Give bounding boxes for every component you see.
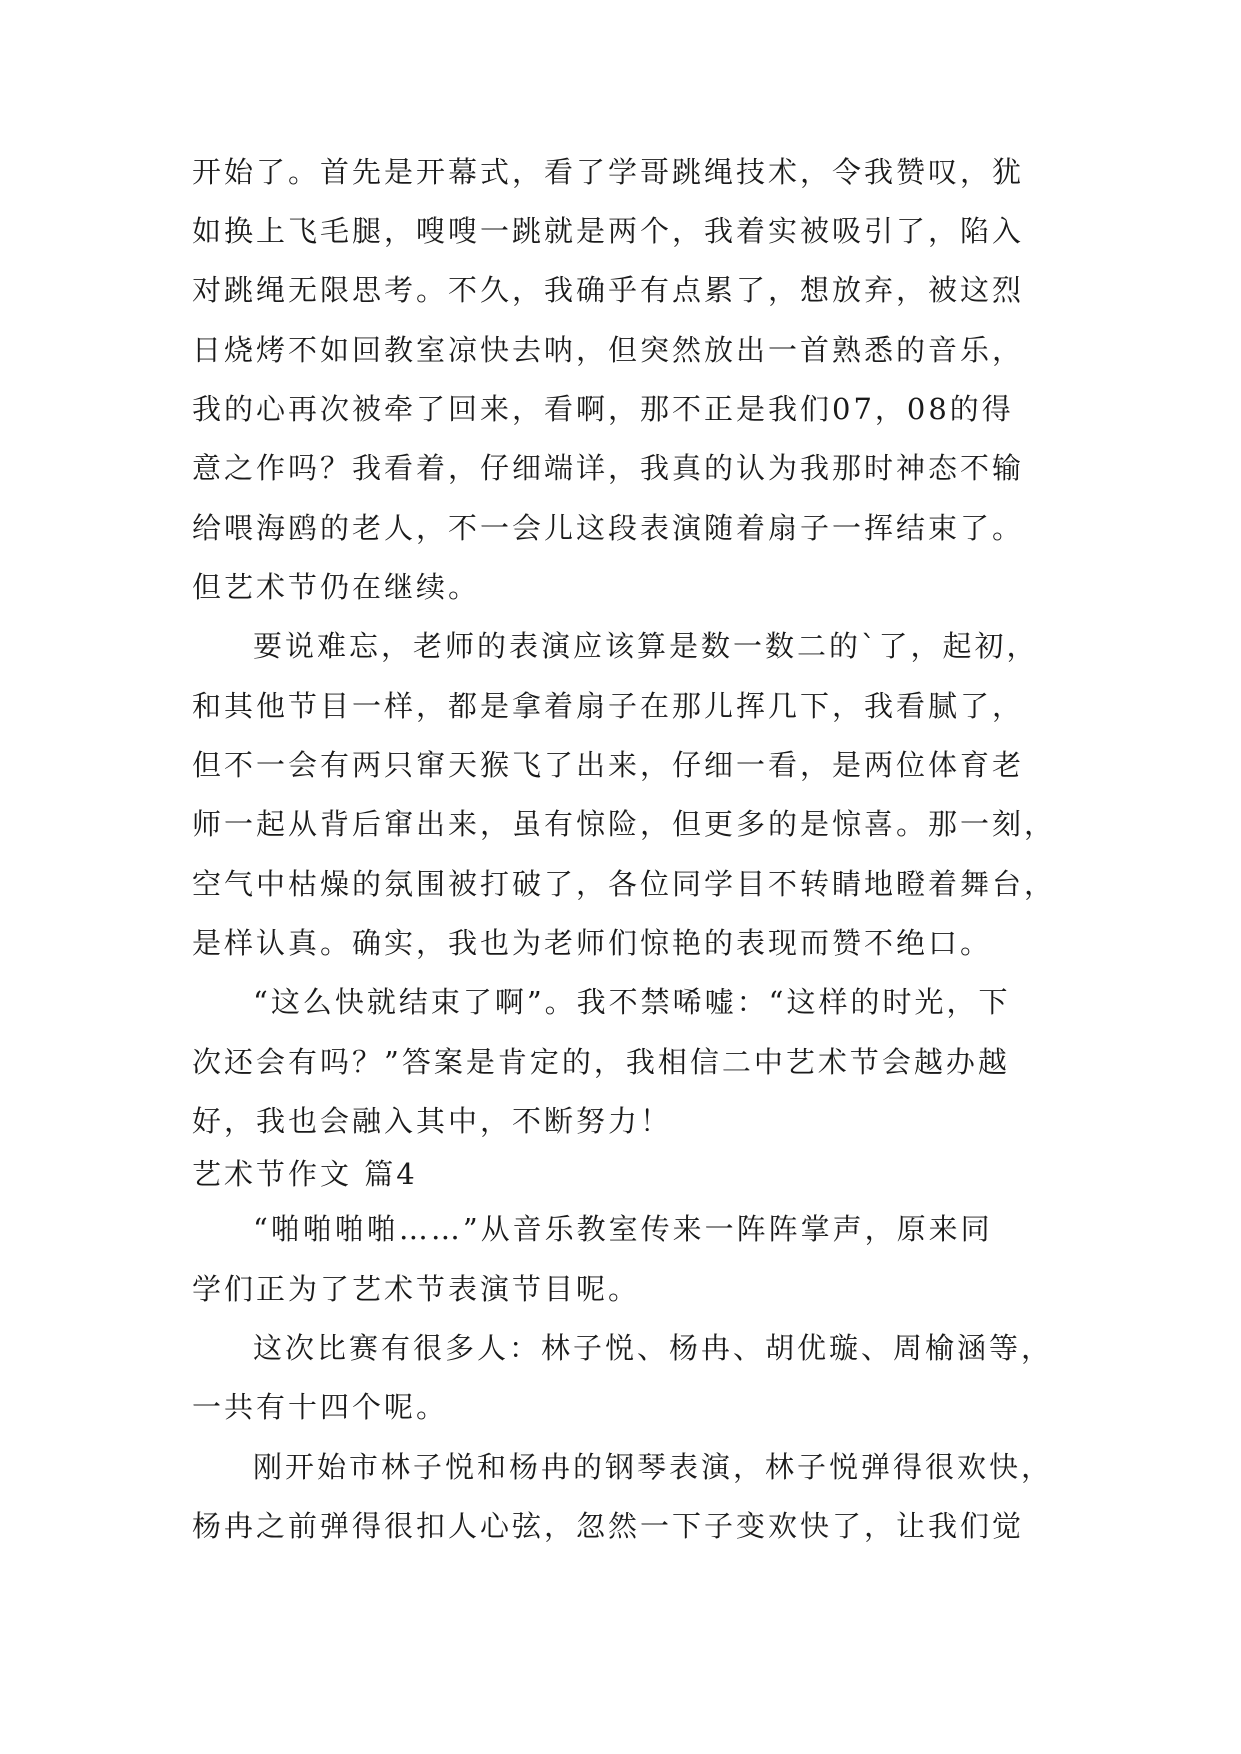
section-heading: 艺术节作文 篇4 xyxy=(192,1157,418,1191)
text-line: 师一起从背后窜出来，虽有惊险，但更多的是惊喜。那一刻， xyxy=(192,807,1057,841)
paragraph-start-line: 这次比赛有很多人：林子悦、杨冉、胡优璇、周榆涵等， xyxy=(253,1331,1054,1365)
text-line: 杨冉之前弹得很扣人心弦，忽然一下子变欢快了，让我们觉 xyxy=(192,1509,1025,1543)
text-line: 给喂海鸥的老人，不一会儿这段表演随着扇子一挥结束了。 xyxy=(192,511,1025,545)
paragraph-start-line: “啪啪啪啪……”从音乐教室传来一阵阵掌声，原来同 xyxy=(253,1212,993,1246)
text-line: 但艺术节仍在继续。 xyxy=(192,570,481,604)
text-line: 对跳绳无限思考。不久，我确乎有点累了，想放弃，被这烈 xyxy=(192,273,1025,307)
text-line: 好，我也会融入其中，不断努力！ xyxy=(192,1104,673,1138)
text-line: 一共有十四个呢。 xyxy=(192,1390,449,1424)
paragraph-start-line: “这么快就结束了啊”。我不禁唏嘘：“这样的时光，下 xyxy=(253,985,1011,1019)
text-line: 我的心再次被牵了回来，看啊，那不正是我们07，08的得 xyxy=(192,392,1014,426)
text-line: 但不一会有两只窜天猴飞了出来，仔细一看，是两位体育老 xyxy=(192,748,1025,782)
text-line: 空气中枯燥的氛围被打破了，各位同学目不转睛地瞪着舞台， xyxy=(192,867,1057,901)
text-line: 学们正为了艺术节表演节目呢。 xyxy=(192,1272,641,1306)
paragraph-start-line: 刚开始市林子悦和杨冉的钢琴表演，林子悦弹得很欢快， xyxy=(253,1450,1054,1484)
text-line: 次还会有吗？”答案是肯定的，我相信二中艺术节会越办越 xyxy=(192,1045,1010,1079)
text-line: 日烧烤不如回教室凉快去呐，但突然放出一首熟悉的音乐， xyxy=(192,333,1025,367)
text-line: 和其他节目一样，都是拿着扇子在那儿挥几下，我看腻了， xyxy=(192,689,1025,723)
text-line: 是样认真。确实，我也为老师们惊艳的表现而赞不绝口。 xyxy=(192,926,993,960)
text-line: 如换上飞毛腿，嗖嗖一跳就是两个，我着实被吸引了，陷入 xyxy=(192,214,1025,248)
text-line: 意之作吗？我看着，仔细端详，我真的认为我那时神态不输 xyxy=(192,451,1025,485)
paragraph-start-line: 要说难忘，老师的表演应该算是数一数二的`了，起初， xyxy=(253,629,1039,663)
text-line: 开始了。首先是开幕式，看了学哥跳绳技术，令我赞叹，犹 xyxy=(192,155,1025,189)
